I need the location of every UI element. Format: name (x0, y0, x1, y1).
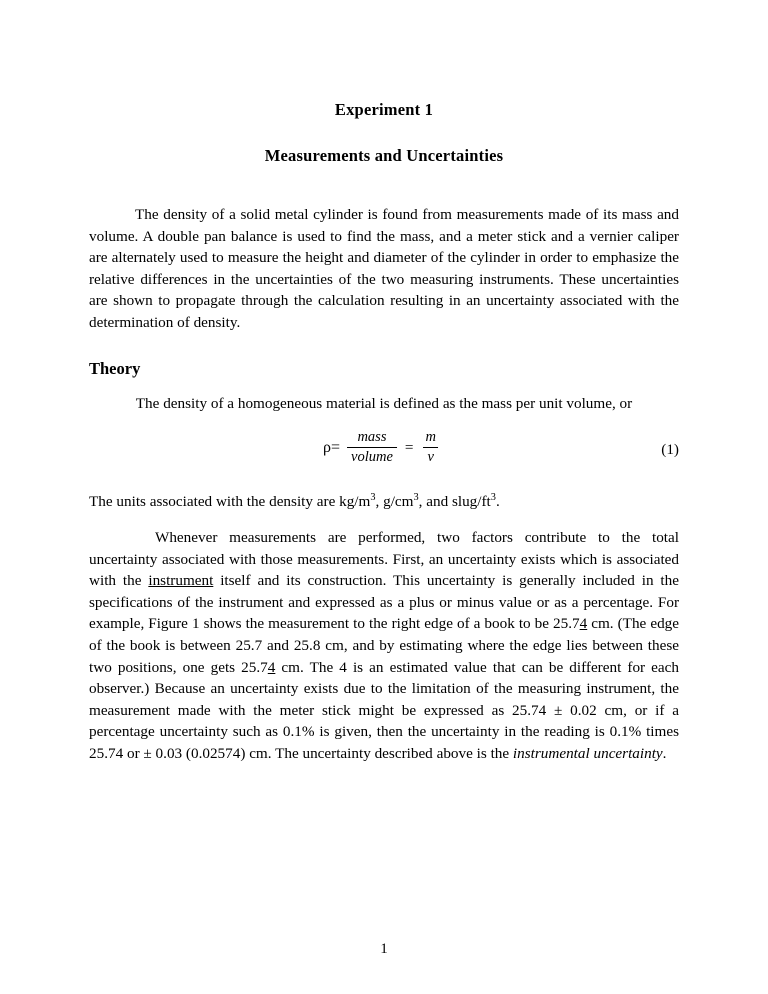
theory-intro-text: The density of a homogeneous material is defined as the mass per unit volume, or (135, 395, 633, 413)
fraction-mass-over-volume (347, 429, 397, 465)
equals-sign: = (404, 438, 414, 456)
equation-1-body (323, 429, 445, 465)
uncertainty-text-1: Whenever measurements are performed, two factors contribute to the total uncertainty associated with those measurements. First, an uncertainty exists which is associated with the (89, 529, 679, 590)
units-sentence (89, 491, 679, 513)
fraction-numerator-mass: mass (357, 429, 387, 446)
fraction-numerator-m: m (425, 429, 436, 446)
document-content (89, 100, 679, 778)
abstract-paragraph: The density of a solid metal cylinder is found from measurements made of its mass and volume. A double pan balance is used to find the mass, and a meter stick and a vernier caliper are alternately used to measure the height and diameter of the cylinder in order to emphasize the relative differences in the uncertainties of the two measuring instruments. These uncertainties are shown to propagate through the calculation resulting in an uncertainty associated with the determination of density. (89, 206, 679, 331)
page-number: 1 (380, 941, 388, 957)
units-sup-3: 3 (490, 492, 496, 504)
underlined-digit-1: 4 (579, 615, 588, 633)
uncertainty-text-5: . (662, 744, 667, 762)
fraction-denominator-volume: volume (347, 447, 397, 466)
equation-1 (89, 429, 679, 473)
italic-instrumental-uncertainty: instrumental uncertainty (512, 744, 663, 762)
units-sup-2: 3 (413, 492, 419, 504)
section-heading-theory: Theory (89, 359, 141, 379)
units-text-mid-1: , g/cm (375, 493, 414, 511)
uncertainty-text-3: cm. (The edge of the book is between 25.7 and 25.8 cm, and by estimating where the edge lies between these two positions, one gets 25.7 (89, 615, 679, 676)
units-sup-1: 3 (370, 492, 376, 504)
uncertainty-paragraph (89, 527, 679, 764)
document-title-line-2: Measurements and Uncertainties (264, 146, 504, 165)
units-text-before: The units associated with the density are kg/m (89, 493, 371, 511)
uncertainty-text-4: cm. The 4 is an estimated value that can be different for each observer.) Because an uncertainty exists due to the limitation of the measuring instrument, the measurement made with the meter stick might be expressed as 25.74 ± 0.02 cm, or if a percentage uncertainty such as 0.1% is given, then the uncertainty in the reading is 0.1% times 25.74 or ± 0.03 (0.02574) cm. The uncertainty described above is the (89, 658, 679, 762)
rho-symbol: ρ= (323, 438, 341, 456)
units-text-after: . (495, 493, 500, 511)
equation-1-number: (1) (661, 441, 679, 459)
units-text-mid-2: , and slug/ft (418, 493, 491, 511)
fraction-m-over-v (421, 429, 439, 465)
fraction-denominator-v: v (424, 447, 438, 466)
uncertainty-text-2: itself and its construction. This uncertainty is generally included in the specifications of the instrument and expressed as a plus or minus value or as a percentage. For example, Figure 1 shows the measurement to the right edge of a book to be 25.7 (89, 572, 679, 633)
underlined-instrument: instrument (148, 572, 214, 590)
document-title-line-1: Experiment 1 (334, 100, 434, 119)
underlined-digit-2: 4 (267, 658, 276, 676)
